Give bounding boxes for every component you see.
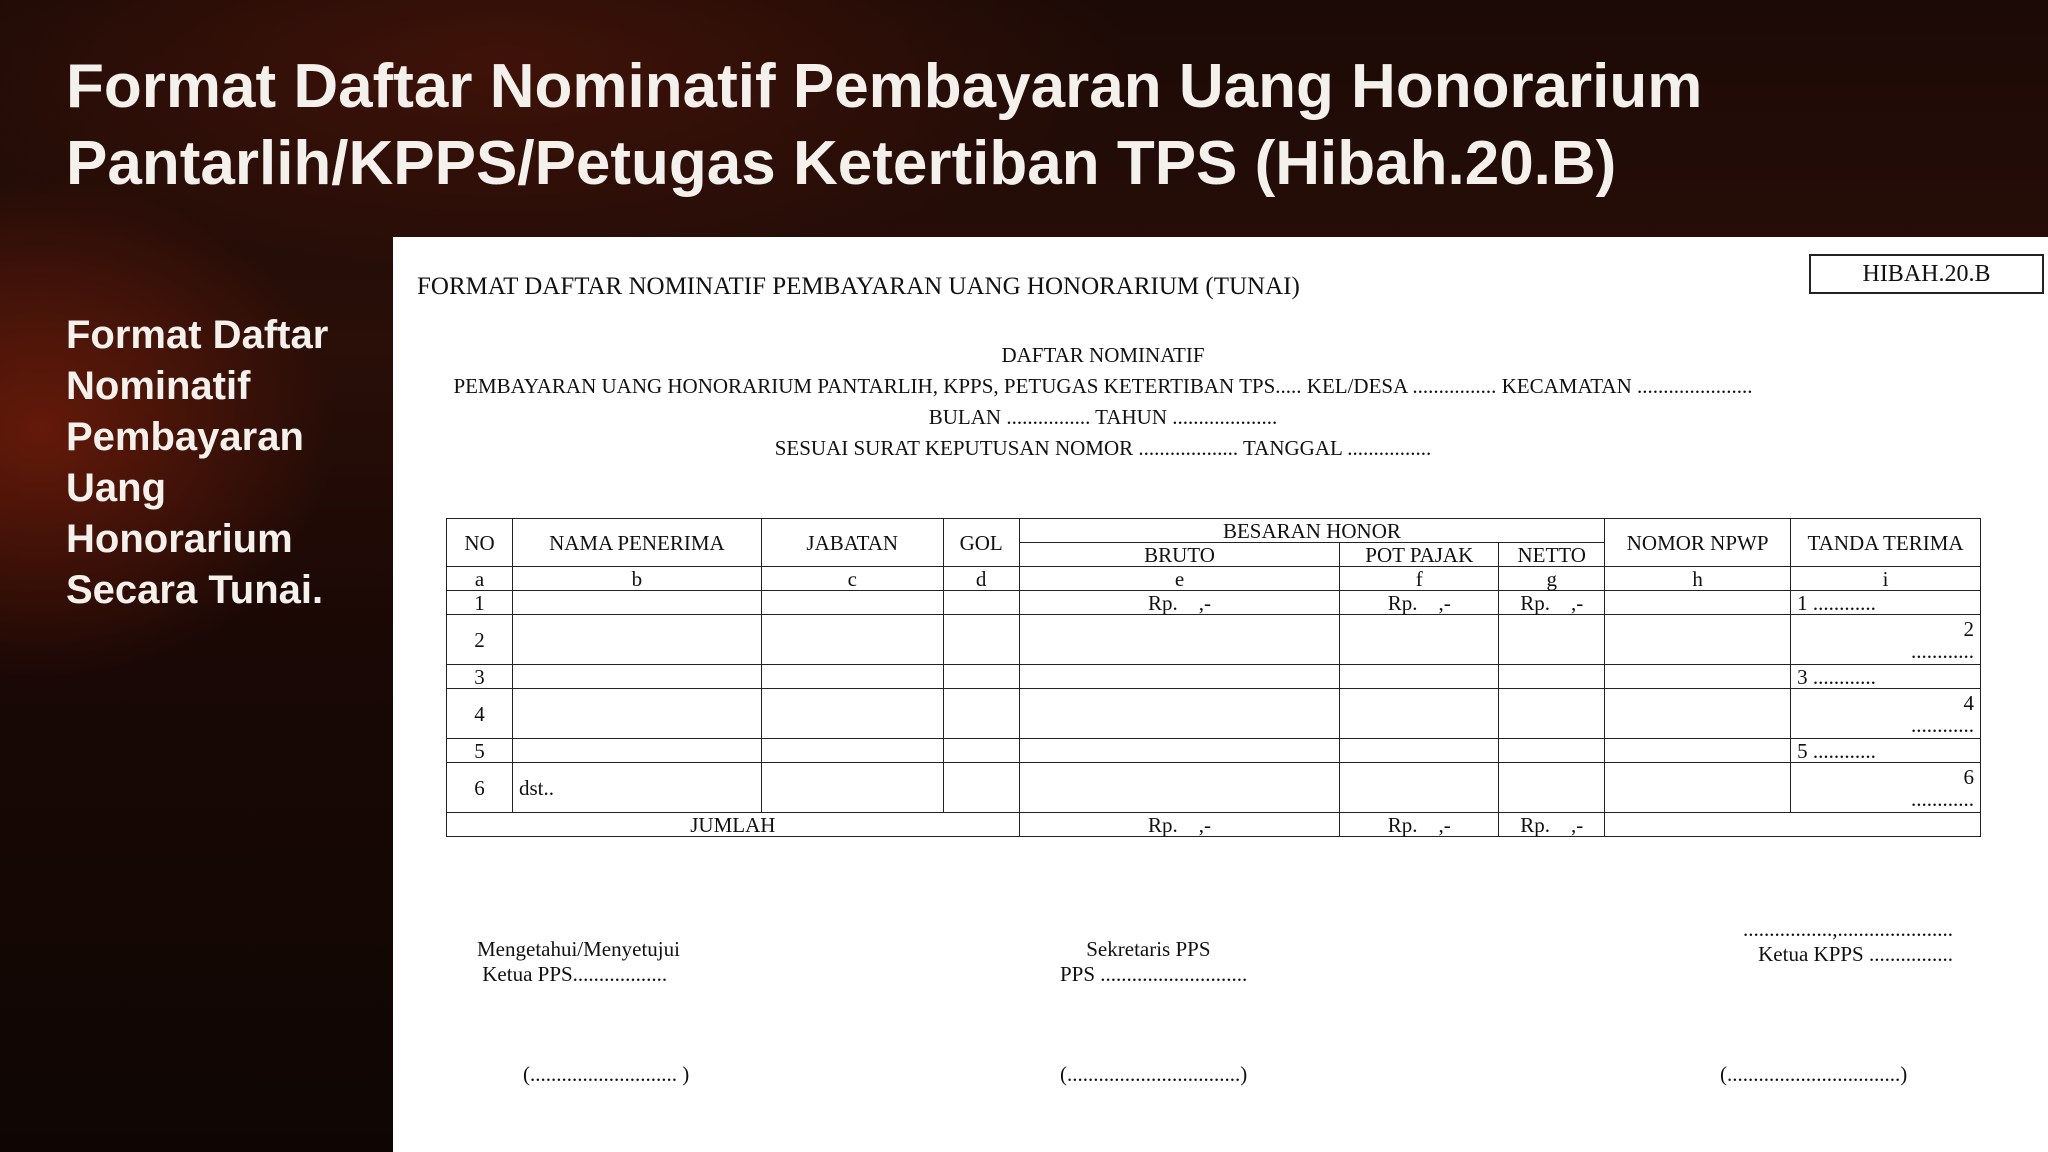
cell-netto <box>1499 665 1605 689</box>
signature-right <box>1680 917 1953 967</box>
cell-npwp <box>1605 591 1791 615</box>
tanda-number: 6 <box>1963 764 1974 789</box>
total-netto: Rp. ,- <box>1499 813 1605 837</box>
tanda-dots: ............ <box>1911 712 1974 737</box>
total-pot-pajak: Rp. ,- <box>1340 813 1499 837</box>
letter-cell: c <box>761 567 943 591</box>
cell-bruto <box>1019 689 1340 739</box>
cell-no: 4 <box>447 689 513 739</box>
total-bruto: Rp. ,- <box>1019 813 1340 837</box>
cell-bruto <box>1019 615 1340 665</box>
table-row <box>447 665 1981 689</box>
cell-npwp <box>1605 763 1791 813</box>
cell-pot-pajak <box>1340 689 1499 739</box>
cell-npwp <box>1605 665 1791 689</box>
side-caption <box>66 310 366 616</box>
tanda-dots: ............ <box>1911 786 1974 811</box>
tanda-number: 4 <box>1963 690 1974 715</box>
cell-npwp <box>1605 615 1791 665</box>
signature-left-title: Ketua PPS.................. <box>482 962 668 986</box>
document-image <box>393 237 2048 1152</box>
cell-pot-pajak: Rp. ,- <box>1340 591 1499 615</box>
side-caption-line: Secara Tunai. <box>66 568 324 612</box>
cell-jabatan <box>761 615 943 665</box>
cell-pot-pajak <box>1340 739 1499 763</box>
cell-pot-pajak <box>1340 665 1499 689</box>
cell-gol <box>943 739 1019 763</box>
form-code-box: HIBAH.20.B <box>1809 254 2044 294</box>
cell-nama: dst.. <box>512 763 761 813</box>
signature-middle-blank: (.................................) <box>1060 1062 1248 1086</box>
table-letter-row <box>447 567 1981 591</box>
header-gol: GOL <box>943 519 1019 567</box>
cell-nama <box>512 665 761 689</box>
slide-title-line1: Format Daftar Nominatif Pembayaran Uang Honorarium <box>66 52 1703 121</box>
cell-netto <box>1499 615 1605 665</box>
cell-nama <box>512 615 761 665</box>
total-empty <box>1605 813 1981 837</box>
cell-netto: Rp. ,- <box>1499 591 1605 615</box>
total-label: JUMLAH <box>447 813 1020 837</box>
letter-cell: a <box>447 567 513 591</box>
letter-cell: g <box>1499 567 1605 591</box>
cell-bruto <box>1019 763 1340 813</box>
cell-no: 5 <box>447 739 513 763</box>
cell-nama <box>512 591 761 615</box>
document-title: FORMAT DAFTAR NOMINATIF PEMBAYARAN UANG HONORARIUM (TUNAI) <box>417 273 1300 300</box>
table-row <box>447 615 1981 665</box>
cell-gol <box>943 615 1019 665</box>
letter-cell: i <box>1791 567 1981 591</box>
header-tanda-terima: TANDA TERIMA <box>1791 519 1981 567</box>
heading-line: SESUAI SURAT KEPUTUSAN NOMOR ................... TANGGAL ................ <box>774 436 1432 460</box>
side-caption-line: Honorarium <box>66 517 293 561</box>
tanda-dots: ............ <box>1911 638 1974 663</box>
header-pot-pajak: POT PAJAK <box>1340 543 1499 567</box>
cell-no: 2 <box>447 615 513 665</box>
cell-bruto: Rp. ,- <box>1019 591 1340 615</box>
letter-cell: d <box>943 567 1019 591</box>
cell-pot-pajak <box>1340 763 1499 813</box>
tanda-number: 2 <box>1963 616 1974 641</box>
signature-middle <box>1060 937 1247 987</box>
table-row <box>447 689 1981 739</box>
slide-title <box>66 48 1966 202</box>
slide-title-line2: Pantarlih/KPPS/Petugas Ketertiban TPS (Hibah.20.B) <box>66 129 1617 198</box>
signature-left <box>477 937 680 987</box>
signature-right-place-date: .................,...................... <box>1743 917 1953 941</box>
cell-npwp <box>1605 739 1791 763</box>
cell-netto <box>1499 689 1605 739</box>
cell-jabatan <box>761 665 943 689</box>
cell-jabatan <box>761 591 943 615</box>
cell-gol <box>943 665 1019 689</box>
cell-gol <box>943 591 1019 615</box>
header-netto: NETTO <box>1499 543 1605 567</box>
cell-gol <box>943 763 1019 813</box>
cell-nama <box>512 689 761 739</box>
cell-jabatan <box>761 689 943 739</box>
heading-line: DAFTAR NOMINATIF <box>1001 343 1205 367</box>
cell-no: 3 <box>447 665 513 689</box>
signature-right-title: Ketua KPPS ................ <box>1758 942 1953 966</box>
cell-no: 6 <box>447 763 513 813</box>
cell-bruto <box>1019 665 1340 689</box>
heading-line: BULAN ................ TAHUN .................... <box>928 405 1278 429</box>
header-jabatan: JABATAN <box>761 519 943 567</box>
cell-tanda-terima: 1 ............ <box>1791 591 1981 615</box>
cell-nama <box>512 739 761 763</box>
cell-tanda-terima: 3 ............ <box>1791 665 1981 689</box>
cell-tanda-terima <box>1791 615 1981 665</box>
side-caption-line: Uang <box>66 466 166 510</box>
cell-jabatan <box>761 763 943 813</box>
side-caption-line: Pembayaran <box>66 415 304 459</box>
header-bruto: BRUTO <box>1019 543 1340 567</box>
table-row <box>447 739 1981 763</box>
cell-jabatan <box>761 739 943 763</box>
side-caption-line: Nominatif <box>66 364 251 408</box>
letter-cell: h <box>1605 567 1791 591</box>
signature-left-blank: (............................ ) <box>523 1062 690 1086</box>
cell-tanda-terima <box>1791 689 1981 739</box>
letter-cell: b <box>512 567 761 591</box>
cell-no: 1 <box>447 591 513 615</box>
signature-right-blank: (.................................) <box>1720 1062 1908 1086</box>
table-row <box>447 763 1981 813</box>
header-no: NO <box>447 519 513 567</box>
cell-npwp <box>1605 689 1791 739</box>
table-row <box>447 591 1981 615</box>
cell-bruto <box>1019 739 1340 763</box>
letter-cell: e <box>1019 567 1340 591</box>
nominative-table <box>446 518 1981 837</box>
header-npwp: NOMOR NPWP <box>1605 519 1791 567</box>
cell-pot-pajak <box>1340 615 1499 665</box>
cell-netto <box>1499 763 1605 813</box>
cell-tanda-terima: 5 ............ <box>1791 739 1981 763</box>
signature-middle-role: Sekretaris PPS <box>1086 937 1211 961</box>
cell-netto <box>1499 739 1605 763</box>
heading-line: PEMBAYARAN UANG HONORARIUM PANTARLIH, KPPS, PETUGAS KETERTIBAN TPS..... KEL/DESA ................ KECAMATAN ...................... <box>453 374 1753 398</box>
side-caption-line: Format Daftar <box>66 313 329 357</box>
signature-left-role: Mengetahui/Menyetujui <box>477 937 680 961</box>
header-nama: NAMA PENERIMA <box>512 519 761 567</box>
table-header-row <box>447 519 1981 543</box>
table-total-row <box>447 813 1981 837</box>
letter-cell: f <box>1340 567 1499 591</box>
header-besaran-honor: BESARAN HONOR <box>1019 519 1605 543</box>
cell-gol <box>943 689 1019 739</box>
signature-middle-title: PPS ............................ <box>1060 962 1248 986</box>
cell-tanda-terima <box>1791 763 1981 813</box>
